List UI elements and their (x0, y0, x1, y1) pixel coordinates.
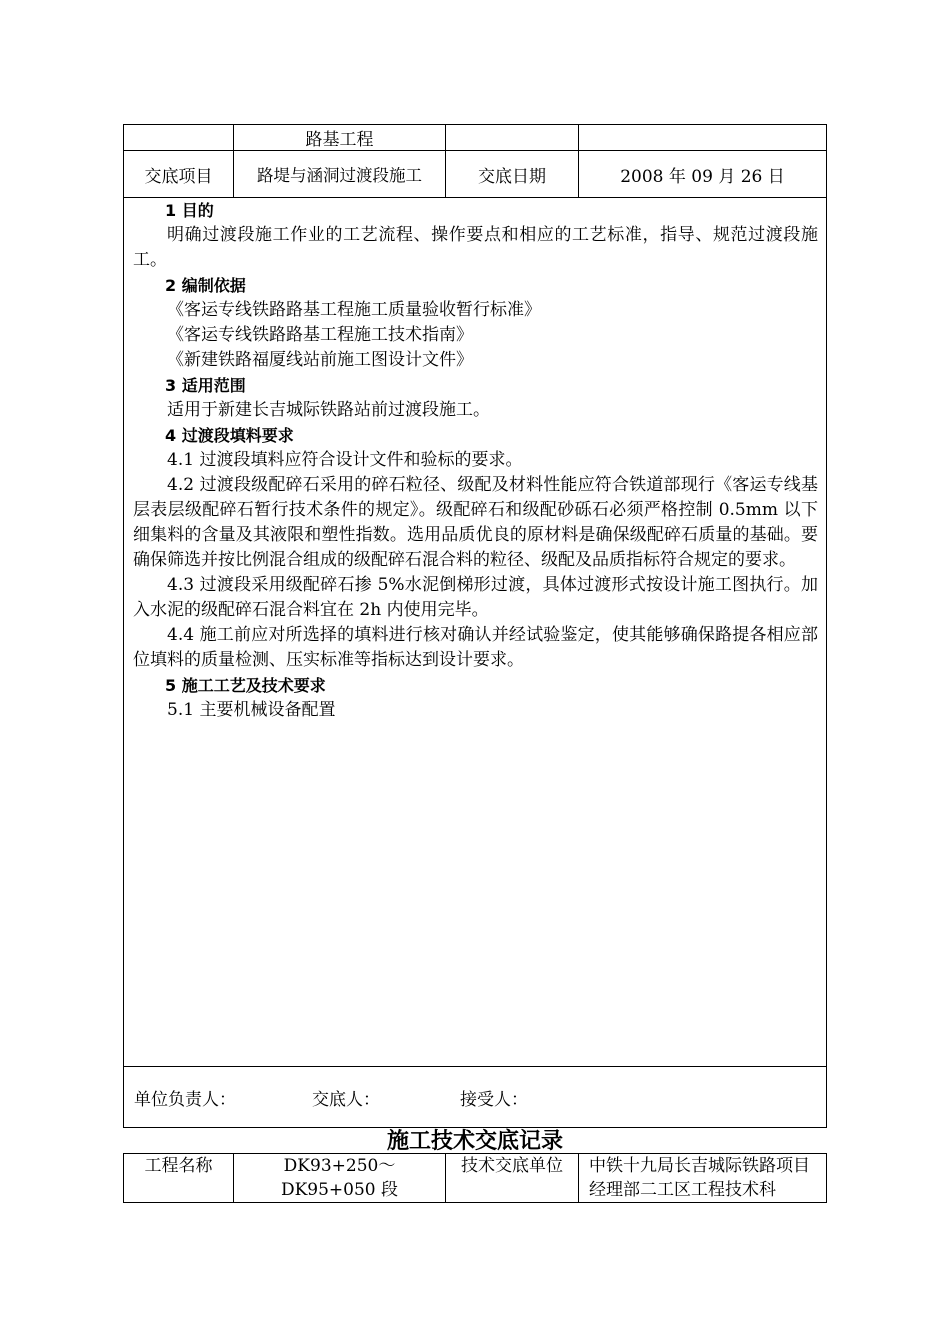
unit-leader-label: 单位负责人： (134, 1089, 236, 1110)
disclosure-unit-value: 中铁十九局长吉城际铁路项目经理部二工区工程技术科 (579, 1154, 827, 1203)
disclosure-table (123, 124, 827, 1128)
cell-empty-2 (446, 125, 579, 151)
project-info-table (123, 1153, 827, 1203)
content-row (124, 198, 827, 1067)
cell-empty-3 (579, 125, 827, 151)
receiver-label: 接受人： (460, 1089, 528, 1110)
content-paragraph: 4.4 施工前应对所选择的填料进行核对确认并经试验鉴定，使其能够确保路提各相应部位填料的质量检测、压实标准等指标达到设计要求。 (133, 625, 818, 670)
header-row-1 (124, 125, 827, 151)
disclosure-unit-label: 技术交底单位 (446, 1154, 579, 1203)
item-value: 路堤与涵洞过渡段施工 (234, 151, 446, 198)
document-title: 施工技术交底记录 (386, 1129, 563, 1154)
date-label: 交底日期 (446, 151, 579, 198)
section-heading: 2 编制依据 (165, 276, 246, 295)
project-info-row (124, 1154, 827, 1203)
project-type-value: 路基工程 (234, 125, 446, 151)
header-row-2 (124, 151, 827, 198)
signature-row (124, 1067, 827, 1128)
project-name-value: DK93+250～DK95+050 段 (234, 1154, 446, 1203)
content-paragraph: 4.2 过渡段级配碎石采用的碎石粒径、级配及材料性能应符合铁道部现行《客运专线基层表层级配碎石暂行技术条件的规定》。级配碎石和级配砂砾石必须严格控制 0.5mm 以下细集料的含量及其液限和塑性指数。选用品质优良的原材料是确保级配碎石质量的基础。要确保筛选并按比例混合组成的级配碎石混合料的粒径、级配及品质指标符合规定的要求。 (133, 475, 818, 570)
content-paragraph: 4.3 过渡段采用级配碎石掺 5%水泥倒梯形过渡，具体过渡形式按设计施工图执行。加入水泥的级配碎石混合料宜在 2h 内使用完毕。 (133, 575, 818, 620)
section-heading: 3 适用范围 (165, 376, 246, 395)
content-paragraph: 4.1 过渡段填料应符合设计文件和验标的要求。 (167, 450, 523, 470)
project-name-label: 工程名称 (124, 1154, 234, 1203)
content-paragraph: 明确过渡段施工作业的工艺流程、操作要点和相应的工艺标准，指导、规范过渡段施工。 (133, 225, 818, 270)
discloser-label: 交底人： (312, 1089, 380, 1110)
content-paragraph: 《客运专线铁路路基工程施工质量验收暂行标准》 (167, 300, 541, 320)
item-label: 交底项目 (124, 151, 234, 198)
content-cell (124, 198, 827, 1067)
cell-empty-1 (124, 125, 234, 151)
content-paragraph: 《新建铁路福厦线站前施工图设计文件》 (167, 350, 473, 370)
section-heading: 4 过渡段填料要求 (165, 426, 294, 445)
section-heading: 5 施工工艺及技术要求 (165, 676, 326, 695)
content-paragraph: 《客运专线铁路路基工程施工技术指南》 (167, 325, 473, 345)
content-body (133, 198, 818, 723)
content-paragraph: 5.1 主要机械设备配置 (167, 700, 336, 720)
date-value: 2008 年 09 月 26 日 (579, 151, 827, 198)
signature-cell (124, 1067, 827, 1128)
content-paragraph: 适用于新建长吉城际铁路站前过渡段施工。 (167, 400, 490, 420)
section-heading: 1 目的 (165, 201, 214, 220)
